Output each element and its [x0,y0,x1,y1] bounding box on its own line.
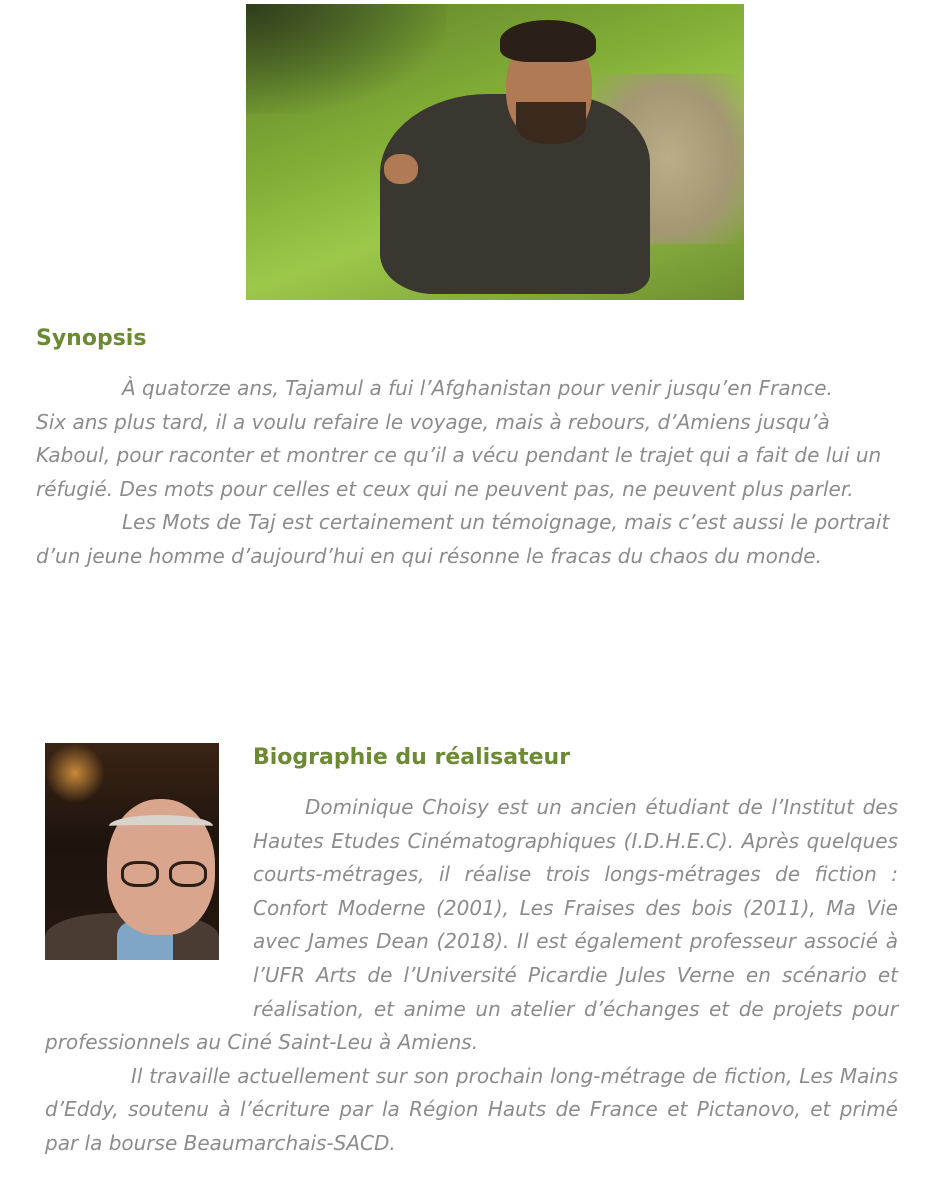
synopsis-paragraph: À quatorze ans, Tajamul a fui l’Afghanistan pour venir jusqu’en France. [122,376,833,400]
synopsis-paragraph: Six ans plus tard, il a voulu refaire le voyage, mais à rebours, d’Amiens jusqu’à Kaboul, pour raconter et montrer ce qu’il a vécu pendant le trajet qui a fait de lui un réfugié. Des mots pour celles et ceux qui ne peuvent pas, ne peuvent plus parler. [36,409,882,501]
biography-paragraph: Il travaille actuellement sur son prochain long-métrage de fiction, Les Mains d’Eddy, soutenu à l’écriture par la Région Hauts de France et Pictanovo, et primé par la bourse Beaumarchais-SACD. [45,1063,898,1155]
film-still-photo [246,4,744,300]
synopsis-heading: Synopsis [36,326,147,351]
figure-hand [384,154,418,184]
photo-figure-layer [246,4,744,300]
synopsis-body [36,372,894,574]
biography-heading: Biographie du réalisateur [253,745,571,770]
figure-hair [500,20,596,62]
portrait-float-spacer [45,791,253,1019]
synopsis-paragraph: Les Mots de Taj est certainement un témoignage, mais c’est aussi le portrait d’un jeune homme d’aujourd’hui en qui résonne le fracas du chaos du monde. [36,510,890,568]
biography-paragraph: Dominique Choisy est un ancien étudiant de l’Institut des Hautes Etudes Cinématographiques (I.D.H.E.C). Après quelques courts-métrages, il réalise trois longs-métrages de fiction : Confort Moderne (2001), Les Fraises des bois (2011), Ma Vie avec James Dean (2018). Il est également professeur associé à l’UFR Arts de l’Université Picardie Jules Verne en scénario et réalisation, et anime un atelier d’échanges et de projets pour professionnels au Ciné Saint-Leu à Amiens. [45,795,898,1055]
biography-body [45,791,898,1161]
figure-beard [516,102,586,144]
